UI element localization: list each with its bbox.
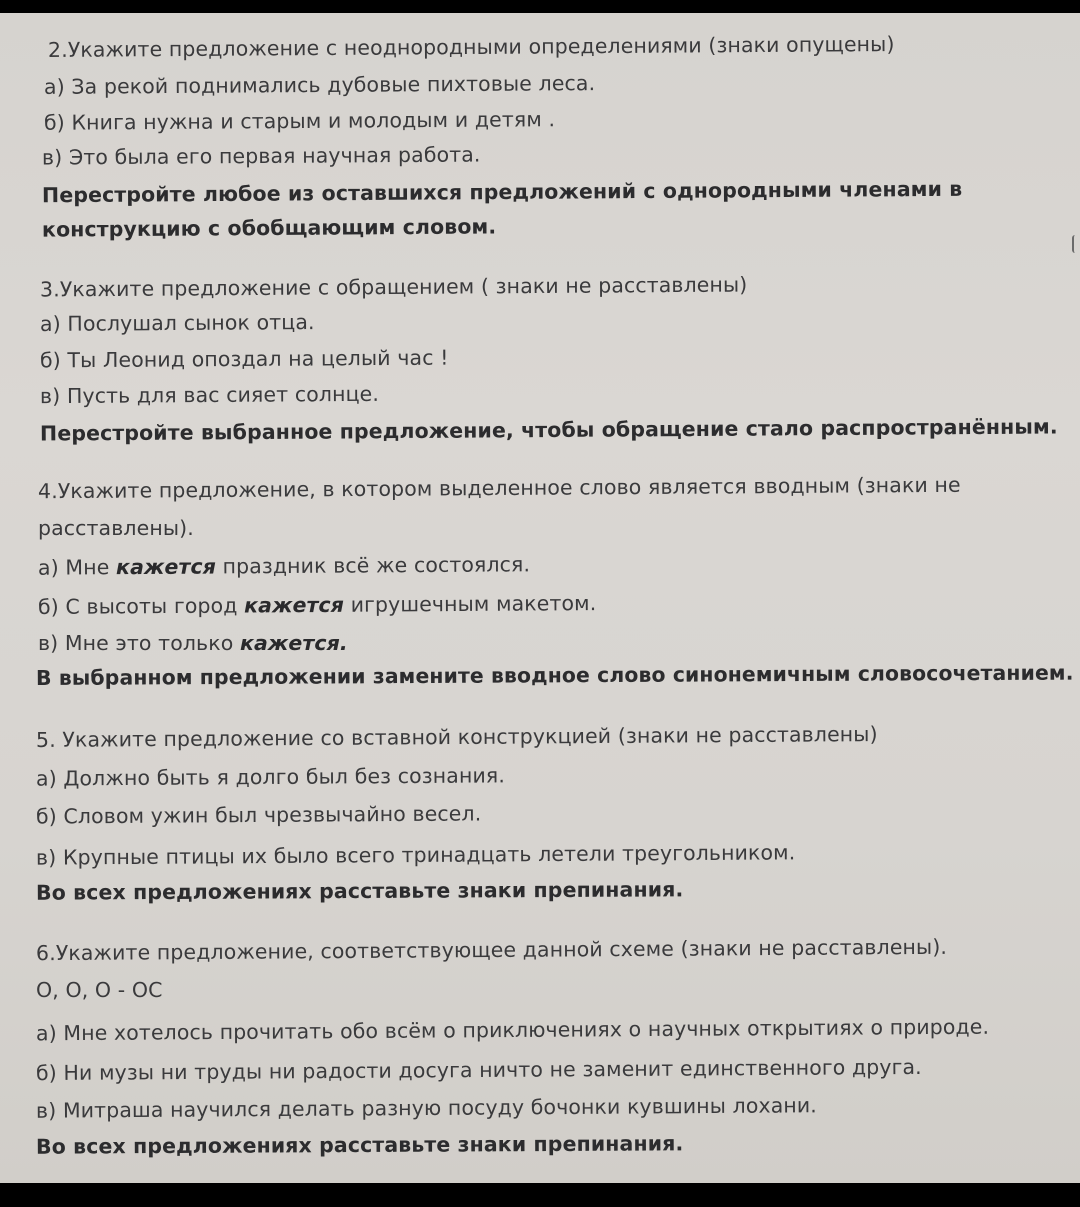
worksheet-photo	[0, 13, 1080, 1183]
q4-option-b	[38, 591, 596, 619]
q2-option-c: в) Это была его первая научная работа.	[41, 142, 481, 170]
q2-option-b: б) Книга нужна и старым и молодым и детям .	[43, 107, 556, 135]
q4-title-line1: 4.Укажите предложение, в котором выделенное слово является вводным (знаки не	[37, 472, 961, 504]
q5-option-b: б) Словом ужин был чрезвычайно весел.	[35, 801, 482, 829]
q5-option-c: в) Крупные птицы их было всего тринадцать летели треугольником.	[35, 840, 796, 870]
q6-scheme: О, О, О - ОС	[36, 978, 163, 1002]
q5-task: Во всех предложениях расставьте знаки препинания.	[35, 877, 684, 905]
q4-task: В выбранном предложении замените вводное слово синонемичным словосочетанием.	[35, 660, 1074, 690]
q5-option-a: а) Должно быть я долго был без сознания.	[35, 763, 505, 791]
q6-option-a: а) Мне хотелось прочитать обо всём о приключениях о научных открытиях о природе.	[35, 1014, 990, 1046]
q6-option-c: в) Митраша научился делать разную посуду бочонки кувшины лохани.	[35, 1093, 817, 1123]
q3-task: Перестройте выбранное предложение, чтобы обращение стало распространённым.	[39, 414, 1058, 446]
q5-title: 5. Укажите предложение со вставной конструкцией (знаки не расставлены)	[35, 722, 878, 752]
q2-task-line1: Перестройте любое из оставшихся предложений с однородными членами в	[41, 176, 963, 208]
q2-title: 2.Укажите предложение с неоднородными определениями (знаки опущены)	[47, 32, 895, 62]
q6-task: Во всех предложениях расставьте знаки препинания.	[35, 1131, 684, 1159]
q3-option-b: б) Ты Леонид опоздал на целый час !	[39, 345, 449, 373]
q4-option-b-suffix: игрушечным макетом.	[343, 591, 597, 617]
paper-edge-mark	[1072, 235, 1080, 253]
q4-option-b-highlighted-word: кажется	[243, 592, 345, 618]
q4-option-c-highlighted-word: кажется.	[239, 631, 348, 655]
q3-title: 3.Укажите предложение с обращением ( знаки не расставлены)	[39, 272, 748, 302]
q4-option-c	[38, 631, 348, 655]
q3-option-a: а) Послушал сынок отца.	[39, 310, 315, 336]
q4-option-a-highlighted-word: кажется	[115, 554, 217, 580]
q2-option-a: а) За рекой поднимались дубовые пихтовые леса.	[43, 71, 596, 99]
q4-title-line2: расставлены).	[38, 516, 194, 540]
q6-option-b: б) Ни музы ни труды ни радости досуга ничто не заменит единственного друга.	[35, 1054, 922, 1086]
q6-title: 6.Укажите предложение, соответствующее данной схеме (знаки не расставлены).	[35, 934, 948, 966]
q4-option-a-suffix: праздник всё же состоялся.	[215, 552, 531, 579]
q4-option-a-prefix: а) Мне	[37, 555, 117, 580]
q3-option-c: в) Пусть для вас сияет солнце.	[39, 381, 380, 409]
q4-option-a	[38, 552, 530, 579]
q2-task-line2: конструкцию с обобщающим словом.	[41, 214, 497, 242]
q4-option-b-prefix: б) С высоты город	[37, 593, 245, 619]
q4-option-c-prefix: в) Мне это только	[38, 631, 240, 655]
